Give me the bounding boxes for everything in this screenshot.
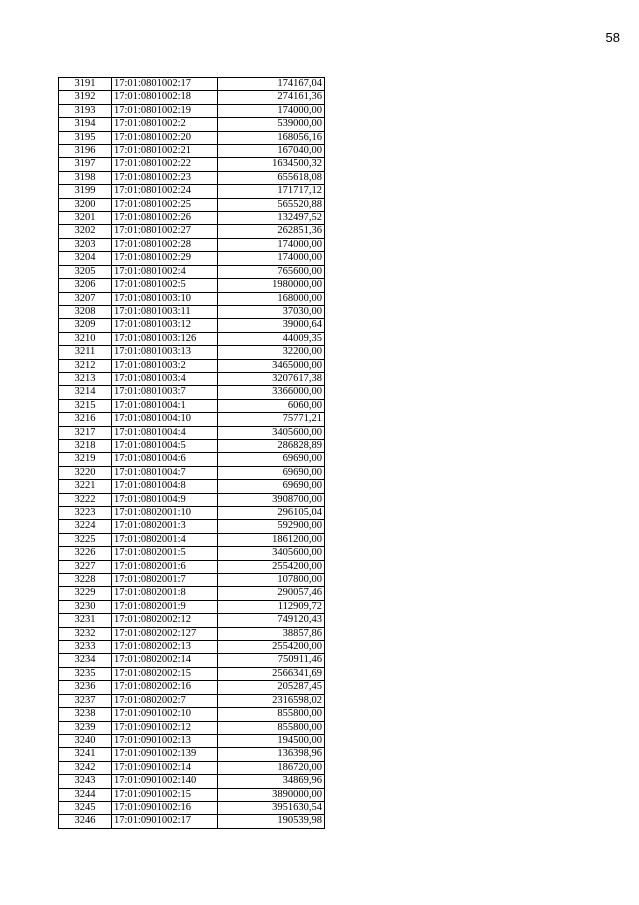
cadastral-number-cell: 17:01:0801002:26	[112, 212, 218, 225]
value-cell: 3890000,00	[218, 788, 325, 801]
cadastral-number-cell: 17:01:0801004:1	[112, 399, 218, 412]
row-number-cell: 3213	[59, 372, 112, 385]
row-number-cell: 3240	[59, 734, 112, 747]
row-number-cell: 3226	[59, 547, 112, 560]
cadastral-number-cell: 17:01:0802002:7	[112, 694, 218, 707]
cadastral-number-cell: 17:01:0802002:14	[112, 654, 218, 667]
cadastral-number-cell: 17:01:0802001:9	[112, 600, 218, 613]
value-cell: 174167,04	[218, 78, 325, 91]
table-row	[59, 641, 325, 654]
cadastral-number-cell: 17:01:0802002:16	[112, 681, 218, 694]
row-number-cell: 3214	[59, 386, 112, 399]
table-row	[59, 426, 325, 439]
value-cell: 44009,35	[218, 332, 325, 345]
table-row	[59, 453, 325, 466]
row-number-cell: 3197	[59, 158, 112, 171]
table-row	[59, 386, 325, 399]
value-cell: 2566341,69	[218, 667, 325, 680]
cadastral-number-cell: 17:01:0901002:15	[112, 788, 218, 801]
cadastral-number-cell: 17:01:0801002:2	[112, 118, 218, 131]
value-cell: 2554200,00	[218, 641, 325, 654]
cadastral-number-cell: 17:01:0801003:7	[112, 386, 218, 399]
cadastral-number-cell: 17:01:0801002:29	[112, 252, 218, 265]
table-row	[59, 158, 325, 171]
value-cell: 38857,86	[218, 627, 325, 640]
value-cell: 592900,00	[218, 520, 325, 533]
row-number-cell: 3229	[59, 587, 112, 600]
table-row	[59, 185, 325, 198]
cadastral-number-cell: 17:01:0801002:20	[112, 131, 218, 144]
table-row	[59, 78, 325, 91]
cadastral-number-cell: 17:01:0801004:4	[112, 426, 218, 439]
value-cell: 2554200,00	[218, 560, 325, 573]
row-number-cell: 3196	[59, 145, 112, 158]
row-number-cell: 3230	[59, 600, 112, 613]
cadastral-number-cell: 17:01:0801002:19	[112, 104, 218, 117]
table-row	[59, 681, 325, 694]
value-cell: 750911,46	[218, 654, 325, 667]
row-number-cell: 3195	[59, 131, 112, 144]
row-number-cell: 3198	[59, 171, 112, 184]
value-cell: 112909,72	[218, 600, 325, 613]
value-cell: 174000,00	[218, 104, 325, 117]
table-row	[59, 252, 325, 265]
cadastral-number-cell: 17:01:0801003:10	[112, 292, 218, 305]
cadastral-number-cell: 17:01:0901002:10	[112, 708, 218, 721]
value-cell: 32200,00	[218, 346, 325, 359]
cadastral-number-cell: 17:01:0802002:15	[112, 667, 218, 680]
cadastral-number-cell: 17:01:0801004:9	[112, 493, 218, 506]
table-row	[59, 654, 325, 667]
row-number-cell: 3220	[59, 466, 112, 479]
cadastral-number-cell: 17:01:0901002:13	[112, 734, 218, 747]
table-row	[59, 587, 325, 600]
cadastral-number-cell: 17:01:0801004:7	[112, 466, 218, 479]
cadastral-number-cell: 17:01:0801004:5	[112, 439, 218, 452]
row-number-cell: 3235	[59, 667, 112, 680]
value-cell: 3908700,00	[218, 493, 325, 506]
cadastral-number-cell: 17:01:0802001:7	[112, 574, 218, 587]
cadastral-number-cell: 17:01:0802001:6	[112, 560, 218, 573]
table-row	[59, 480, 325, 493]
table-row	[59, 104, 325, 117]
value-cell: 39000,64	[218, 319, 325, 332]
cadastral-number-cell: 17:01:0901002:17	[112, 815, 218, 828]
value-cell: 205287,45	[218, 681, 325, 694]
value-cell: 171717,12	[218, 185, 325, 198]
row-number-cell: 3241	[59, 748, 112, 761]
cadastral-number-cell: 17:01:0801002:23	[112, 171, 218, 184]
row-number-cell: 3209	[59, 319, 112, 332]
row-number-cell: 3238	[59, 708, 112, 721]
table-row	[59, 91, 325, 104]
value-cell: 539000,00	[218, 118, 325, 131]
row-number-cell: 3219	[59, 453, 112, 466]
cadastral-number-cell: 17:01:0801003:13	[112, 346, 218, 359]
row-number-cell: 3223	[59, 507, 112, 520]
cadastral-number-cell: 17:01:0802001:8	[112, 587, 218, 600]
value-cell: 3465000,00	[218, 359, 325, 372]
cadastral-number-cell: 17:01:0801002:21	[112, 145, 218, 158]
cadastral-number-cell: 17:01:0801002:17	[112, 78, 218, 91]
table-row	[59, 212, 325, 225]
row-number-cell: 3216	[59, 413, 112, 426]
value-cell: 765600,00	[218, 265, 325, 278]
table-row	[59, 547, 325, 560]
value-cell: 190539,98	[218, 815, 325, 828]
cadastral-number-cell: 17:01:0801004:8	[112, 480, 218, 493]
table-row	[59, 346, 325, 359]
cadastral-number-cell: 17:01:0802002:13	[112, 641, 218, 654]
value-cell: 855800,00	[218, 721, 325, 734]
cadastral-number-cell: 17:01:0801003:12	[112, 319, 218, 332]
table-row	[59, 198, 325, 211]
table-row	[59, 145, 325, 158]
table-row	[59, 533, 325, 546]
table-row	[59, 225, 325, 238]
row-number-cell: 3245	[59, 801, 112, 814]
table-row	[59, 238, 325, 251]
row-number-cell: 3221	[59, 480, 112, 493]
table-row	[59, 372, 325, 385]
value-cell: 296105,04	[218, 507, 325, 520]
row-number-cell: 3234	[59, 654, 112, 667]
value-cell: 3405600,00	[218, 547, 325, 560]
table-row	[59, 761, 325, 774]
table-row	[59, 319, 325, 332]
table-row	[59, 171, 325, 184]
table-row	[59, 574, 325, 587]
row-number-cell: 3244	[59, 788, 112, 801]
cadastral-number-cell: 17:01:0802002:127	[112, 627, 218, 640]
value-cell: 2316598,02	[218, 694, 325, 707]
cadastral-number-cell: 17:01:0801002:4	[112, 265, 218, 278]
value-cell: 3207617,38	[218, 372, 325, 385]
row-number-cell: 3192	[59, 91, 112, 104]
row-number-cell: 3242	[59, 761, 112, 774]
table-row	[59, 493, 325, 506]
row-number-cell: 3194	[59, 118, 112, 131]
row-number-cell: 3237	[59, 694, 112, 707]
value-cell: 168000,00	[218, 292, 325, 305]
cadastral-number-cell: 17:01:0901002:16	[112, 801, 218, 814]
cadastral-value-table	[58, 77, 325, 829]
row-number-cell: 3205	[59, 265, 112, 278]
value-cell: 168056,16	[218, 131, 325, 144]
row-number-cell: 3236	[59, 681, 112, 694]
table-row	[59, 118, 325, 131]
value-cell: 1634500,32	[218, 158, 325, 171]
table-row	[59, 667, 325, 680]
row-number-cell: 3211	[59, 346, 112, 359]
row-number-cell: 3217	[59, 426, 112, 439]
row-number-cell: 3233	[59, 641, 112, 654]
cadastral-number-cell: 17:01:0901002:14	[112, 761, 218, 774]
value-cell: 69690,00	[218, 453, 325, 466]
row-number-cell: 3222	[59, 493, 112, 506]
cadastral-number-cell: 17:01:0802001:5	[112, 547, 218, 560]
cadastral-number-cell: 17:01:0802001:3	[112, 520, 218, 533]
table-row	[59, 748, 325, 761]
value-cell: 75771,21	[218, 413, 325, 426]
cadastral-number-cell: 17:01:0801002:27	[112, 225, 218, 238]
value-cell: 655618,08	[218, 171, 325, 184]
value-cell: 286828,89	[218, 439, 325, 452]
row-number-cell: 3228	[59, 574, 112, 587]
table-row	[59, 614, 325, 627]
value-cell: 34869,96	[218, 775, 325, 788]
value-cell: 107800,00	[218, 574, 325, 587]
table-body	[59, 78, 325, 829]
cadastral-number-cell: 17:01:0801002:18	[112, 91, 218, 104]
value-cell: 132497,52	[218, 212, 325, 225]
table-row	[59, 520, 325, 533]
cadastral-number-cell: 17:01:0901002:139	[112, 748, 218, 761]
cadastral-number-cell: 17:01:0901002:140	[112, 775, 218, 788]
value-cell: 136398,96	[218, 748, 325, 761]
row-number-cell: 3202	[59, 225, 112, 238]
cadastral-number-cell: 17:01:0801003:2	[112, 359, 218, 372]
table-row	[59, 788, 325, 801]
row-number-cell: 3203	[59, 238, 112, 251]
table-row	[59, 399, 325, 412]
table-row	[59, 627, 325, 640]
value-cell: 186720,00	[218, 761, 325, 774]
value-cell: 565520,88	[218, 198, 325, 211]
table-row	[59, 279, 325, 292]
value-cell: 262851,36	[218, 225, 325, 238]
cadastral-number-cell: 17:01:0801002:24	[112, 185, 218, 198]
cadastral-number-cell: 17:01:0802001:4	[112, 533, 218, 546]
value-cell: 69690,00	[218, 466, 325, 479]
value-cell: 6060,00	[218, 399, 325, 412]
value-cell: 69690,00	[218, 480, 325, 493]
table-row	[59, 815, 325, 828]
value-cell: 37030,00	[218, 305, 325, 318]
cadastral-number-cell: 17:01:0802001:10	[112, 507, 218, 520]
table-row	[59, 131, 325, 144]
row-number-cell: 3204	[59, 252, 112, 265]
value-cell: 274161,36	[218, 91, 325, 104]
row-number-cell: 3201	[59, 212, 112, 225]
table-row	[59, 413, 325, 426]
table-row	[59, 292, 325, 305]
row-number-cell: 3193	[59, 104, 112, 117]
row-number-cell: 3212	[59, 359, 112, 372]
value-cell: 3951630,54	[218, 801, 325, 814]
cadastral-number-cell: 17:01:0801002:28	[112, 238, 218, 251]
cadastral-number-cell: 17:01:0801002:22	[112, 158, 218, 171]
row-number-cell: 3191	[59, 78, 112, 91]
value-cell: 749120,43	[218, 614, 325, 627]
row-number-cell: 3239	[59, 721, 112, 734]
table-row	[59, 721, 325, 734]
table-row	[59, 600, 325, 613]
cadastral-number-cell: 17:01:0801003:4	[112, 372, 218, 385]
table-row	[59, 694, 325, 707]
cadastral-number-cell: 17:01:0801004:10	[112, 413, 218, 426]
row-number-cell: 3224	[59, 520, 112, 533]
value-cell: 1861200,00	[218, 533, 325, 546]
cadastral-number-cell: 17:01:0801003:11	[112, 305, 218, 318]
table-row	[59, 560, 325, 573]
table-row	[59, 265, 325, 278]
value-cell: 174000,00	[218, 238, 325, 251]
cadastral-number-cell: 17:01:0801004:6	[112, 453, 218, 466]
cadastral-number-cell: 17:01:0801002:25	[112, 198, 218, 211]
cadastral-number-cell: 17:01:0801003:126	[112, 332, 218, 345]
cadastral-number-cell: 17:01:0801002:5	[112, 279, 218, 292]
cadastral-number-cell: 17:01:0802002:12	[112, 614, 218, 627]
row-number-cell: 3232	[59, 627, 112, 640]
row-number-cell: 3200	[59, 198, 112, 211]
row-number-cell: 3225	[59, 533, 112, 546]
row-number-cell: 3199	[59, 185, 112, 198]
value-cell: 174000,00	[218, 252, 325, 265]
value-cell: 194500,00	[218, 734, 325, 747]
row-number-cell: 3227	[59, 560, 112, 573]
cadastral-number-cell: 17:01:0901002:12	[112, 721, 218, 734]
row-number-cell: 3231	[59, 614, 112, 627]
page-number: 58	[605, 30, 620, 45]
value-cell: 3405600,00	[218, 426, 325, 439]
row-number-cell: 3218	[59, 439, 112, 452]
row-number-cell: 3243	[59, 775, 112, 788]
table-row	[59, 359, 325, 372]
row-number-cell: 3210	[59, 332, 112, 345]
value-cell: 1980000,00	[218, 279, 325, 292]
table-row	[59, 466, 325, 479]
table-row	[59, 775, 325, 788]
row-number-cell: 3206	[59, 279, 112, 292]
row-number-cell: 3215	[59, 399, 112, 412]
table-row	[59, 507, 325, 520]
row-number-cell: 3207	[59, 292, 112, 305]
table-row	[59, 801, 325, 814]
value-cell: 855800,00	[218, 708, 325, 721]
table-row	[59, 439, 325, 452]
table-row	[59, 734, 325, 747]
table-row	[59, 332, 325, 345]
value-cell: 167040,00	[218, 145, 325, 158]
table-row	[59, 305, 325, 318]
row-number-cell: 3246	[59, 815, 112, 828]
value-cell: 3366000,00	[218, 386, 325, 399]
table-row	[59, 708, 325, 721]
row-number-cell: 3208	[59, 305, 112, 318]
value-cell: 290057,46	[218, 587, 325, 600]
